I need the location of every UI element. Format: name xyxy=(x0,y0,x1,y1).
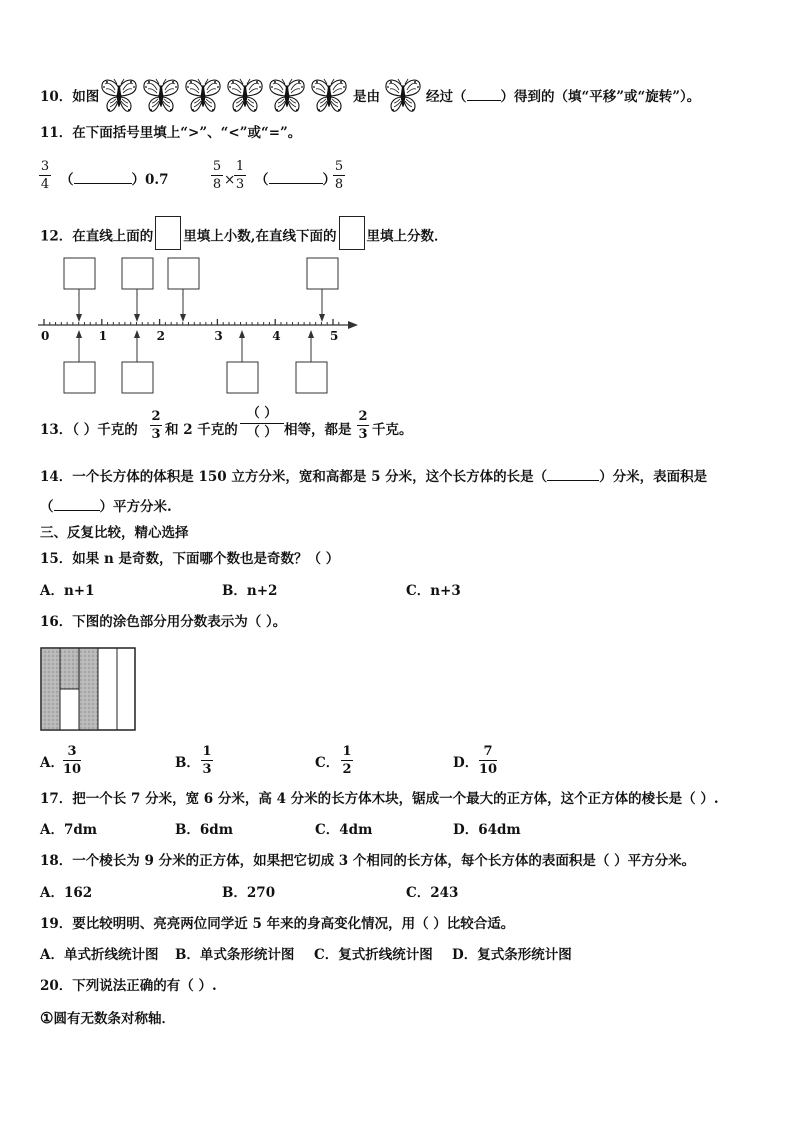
blank-denominator[interactable]: （ ） xyxy=(246,425,278,440)
numerator: 3 xyxy=(40,159,50,174)
butterfly-icon xyxy=(183,76,223,116)
denominator: 10 xyxy=(63,762,82,777)
option-label: A． xyxy=(40,755,64,771)
q15-text: 15．如果 n 是奇数，下面哪个数也是奇数？（ ） xyxy=(40,551,340,567)
paren-left: （ xyxy=(255,172,269,188)
q20-text: 20．下列说法正确的有（ ）. xyxy=(40,978,217,994)
q19-text: 19．要比较明明、亮亮两位同学近 5 年来的身高变化情况，用（ ）比较合适。 xyxy=(40,916,515,932)
denominator: 3 xyxy=(202,762,212,777)
butterfly-icon xyxy=(309,76,349,116)
tick-label-5: 5 xyxy=(330,329,339,343)
q14-line2 xyxy=(40,498,172,516)
q16-option-d[interactable] xyxy=(453,754,478,772)
q14-text-b: ）分米，表面积是 xyxy=(599,469,708,485)
q10-answer-blank[interactable] xyxy=(467,88,501,101)
q11a-fraction xyxy=(39,159,51,192)
q11b-compare xyxy=(255,171,336,189)
numerator: 7 xyxy=(483,744,493,759)
q12-text xyxy=(40,224,448,250)
q18-option-b[interactable]: B．270 xyxy=(222,885,276,901)
q15-option-b[interactable]: B．n+2 xyxy=(222,583,278,599)
butterfly-icon xyxy=(267,76,307,116)
section-heading: 三、反复比较，精心选择 xyxy=(40,525,189,541)
q16-option-b[interactable] xyxy=(175,754,200,772)
fraction-box-3 xyxy=(227,362,258,393)
numerator: 2 xyxy=(358,409,368,424)
q19-option-d[interactable]: D．复式条形统计图 xyxy=(452,947,572,963)
q13-p3: 相等，都是 xyxy=(284,422,352,438)
denominator: 3 xyxy=(151,427,161,442)
answer-box-icon xyxy=(155,216,181,250)
tick-label-2: 2 xyxy=(156,329,165,343)
numerator: 5 xyxy=(212,159,222,174)
butterfly-row xyxy=(99,76,349,116)
numerator: 1 xyxy=(235,159,245,174)
denominator: 8 xyxy=(334,177,344,192)
q16-option-d-fraction[interactable] xyxy=(479,744,497,777)
tick-group xyxy=(44,319,339,325)
butterfly-icon xyxy=(141,76,181,116)
q19-option-a[interactable]: A．单式折线统计图 xyxy=(40,947,159,963)
q15-option-a[interactable]: A．n+1 xyxy=(40,583,95,599)
q11-text: 11．在下面括号里填上“>”、“<”或“=”。 xyxy=(40,125,302,141)
q11b-fraction-3 xyxy=(333,159,345,192)
q13-p2: 和 2 千克的 xyxy=(165,422,238,438)
denominator: 10 xyxy=(479,762,498,777)
q14-line1 xyxy=(40,468,707,486)
q20-item-1-text: 圆有无数条对称轴． xyxy=(53,1011,175,1027)
times-sign: × xyxy=(224,172,236,188)
arrow-head-icon xyxy=(348,321,358,329)
q10-line xyxy=(40,88,99,106)
q13-p4: 千克。 xyxy=(372,422,413,438)
q17-option-b[interactable]: B．6dm xyxy=(175,822,234,838)
q10-tail xyxy=(426,88,700,106)
numerator: 2 xyxy=(151,409,161,424)
q19-option-c[interactable]: C．复式折线统计图 xyxy=(314,947,433,963)
tick-labels xyxy=(41,329,338,343)
option-label: D． xyxy=(453,755,479,771)
tick-label-0: 0 xyxy=(41,329,50,343)
denominator: 3 xyxy=(358,427,368,442)
blank-numerator[interactable]: （ ） xyxy=(246,406,278,421)
q13-fraction-2 xyxy=(357,409,369,442)
q12-lead: 12．在直线上面的 xyxy=(40,228,154,245)
answer-box-icon xyxy=(339,216,365,250)
circled-number-icon: ① xyxy=(40,1009,54,1027)
decimal-box-1 xyxy=(64,258,95,289)
q20-item-1 xyxy=(40,1009,175,1028)
tick-label-4: 4 xyxy=(272,329,281,343)
numerator: 5 xyxy=(334,159,344,174)
denominator: 8 xyxy=(212,177,222,192)
q14-area-blank[interactable] xyxy=(54,498,100,511)
q18-option-a[interactable]: A．162 xyxy=(40,885,93,901)
q18-text: 18．一个棱长为 9 分米的正方体，如果把它切成 3 个相同的长方体，每个长方体的表面积是（ ）平方分米。 xyxy=(40,853,696,869)
q15-option-c[interactable]: C．n+3 xyxy=(406,583,461,599)
q13-fraction-1 xyxy=(150,409,162,442)
paren-left: （ xyxy=(60,172,74,188)
q10-mid: 是由 xyxy=(353,89,380,105)
butterfly-icon xyxy=(225,76,265,116)
butterfly-icon xyxy=(383,76,423,120)
q14-text-c: （ xyxy=(40,499,54,515)
q14-text-d: ）平方分米. xyxy=(99,499,172,515)
q16-option-a[interactable] xyxy=(40,754,64,772)
q18-option-c[interactable]: C．243 xyxy=(406,885,459,901)
q17-option-d[interactable]: D．64dm xyxy=(453,822,521,838)
numerator: 1 xyxy=(202,744,212,759)
butterfly-icon xyxy=(99,76,139,116)
butterfly-single xyxy=(383,76,423,116)
q11b-answer-blank[interactable] xyxy=(269,171,323,184)
unshaded-cell xyxy=(60,689,79,730)
fraction-box-4 xyxy=(296,362,327,393)
q17-text: 17．把一个长 7 分米，宽 6 分米，高 4 分米的长方体木块，锯成一个最大的正方体，这个正方体的棱长是（ ）. xyxy=(40,791,719,807)
q11b-fraction-2 xyxy=(234,159,246,192)
q16-text: 16．下图的涂色部分用分数表示为（ ）。 xyxy=(40,614,287,630)
denominator: 2 xyxy=(342,762,352,777)
q13-blank-fraction[interactable] xyxy=(240,406,284,441)
q16-option-b-fraction[interactable] xyxy=(201,744,213,777)
denominator: 3 xyxy=(235,177,245,192)
q17-option-a[interactable]: A．7dm xyxy=(40,822,98,838)
q16-option-c-fraction[interactable] xyxy=(341,744,353,777)
fraction-box-1 xyxy=(64,362,95,393)
q11a-answer-blank[interactable] xyxy=(74,171,132,184)
q11a-compare xyxy=(60,171,169,189)
q11b-fraction-1 xyxy=(211,159,223,192)
q13-p1: 13．（ ）千克的 xyxy=(40,422,138,438)
q16-option-c[interactable] xyxy=(315,754,339,772)
tick-label-3: 3 xyxy=(214,329,223,343)
q10-lead: 如图 xyxy=(72,89,100,105)
q11a-value: 0.7 xyxy=(145,172,169,188)
numerator: 3 xyxy=(67,744,77,759)
shaded-rectangle-figure xyxy=(40,647,136,731)
q10-number: 10． xyxy=(40,89,73,105)
q19-option-b[interactable]: B．单式条形统计图 xyxy=(175,947,295,963)
q12-tail: 里填上分数． xyxy=(366,228,448,245)
numerator: 1 xyxy=(342,744,352,759)
q17-option-c[interactable]: C．4dm xyxy=(315,822,373,838)
option-label: C． xyxy=(315,755,340,771)
q16-option-a-fraction[interactable] xyxy=(63,744,81,777)
q14-length-blank[interactable] xyxy=(547,468,599,481)
option-label: B． xyxy=(175,755,200,771)
number-line xyxy=(34,256,374,396)
q10-tail-a: 经过（ xyxy=(426,89,467,105)
tick-label-1: 1 xyxy=(98,329,108,343)
q10-tail-b: ）得到的（填“平移”或“旋转”）。 xyxy=(500,89,701,105)
decimal-box-2 xyxy=(122,258,153,289)
q12-mid: 里填上小数,在直线下面的 xyxy=(183,228,337,245)
paren-right: ） xyxy=(322,172,336,188)
fraction-box-2 xyxy=(122,362,153,393)
decimal-box-3 xyxy=(168,258,199,289)
denominator: 4 xyxy=(40,177,50,192)
paren-right: ） xyxy=(131,172,145,188)
decimal-box-4 xyxy=(307,258,338,289)
q14-text-a: 14．一个长方体的体积是 150 立方分米，宽和高都是 5 分米，这个长方体的长是（ xyxy=(40,469,548,485)
